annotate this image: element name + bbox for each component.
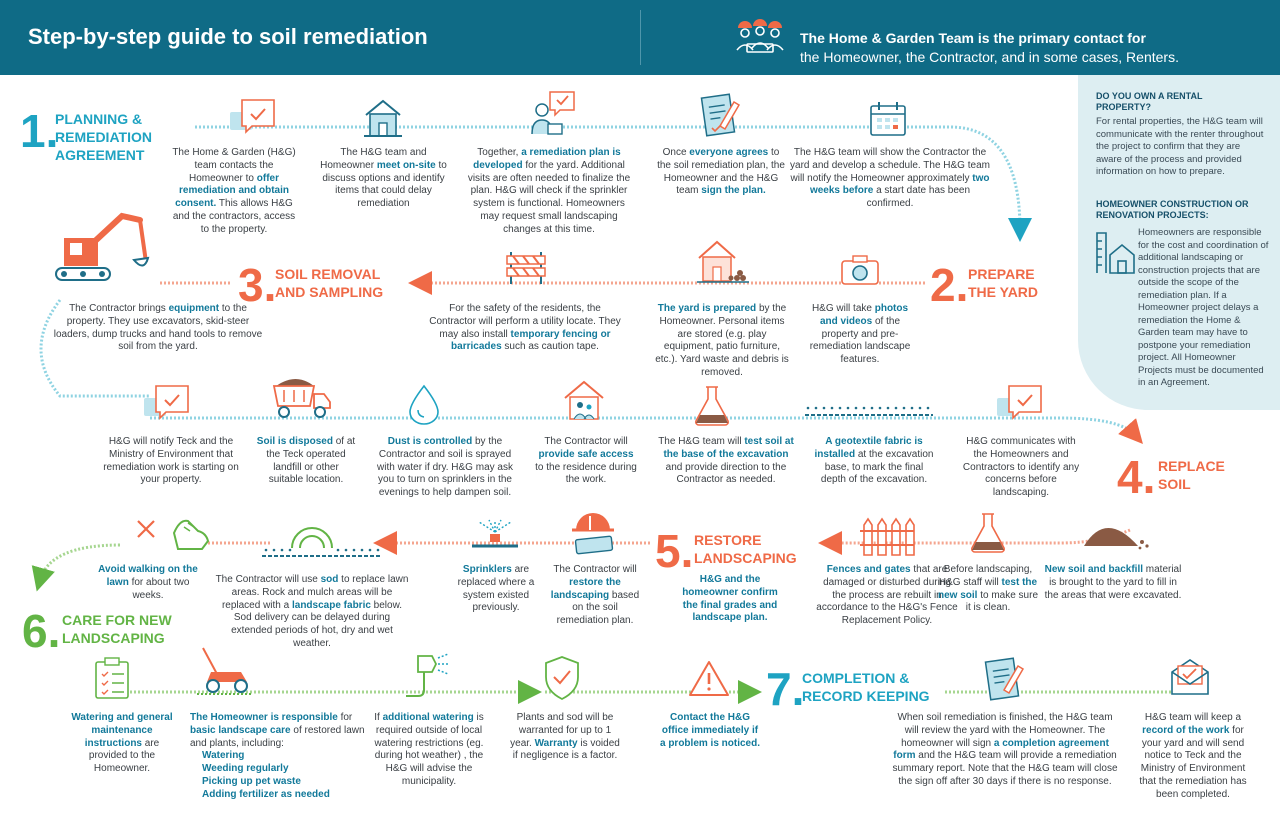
step6-warranty-text: Plants and sod will be warranted for up to 1 year. Warranty is voided if negligence is a factor. <box>510 712 620 762</box>
completion-form-icon <box>984 656 1026 702</box>
geotextile-fabric-icon <box>805 405 933 421</box>
team-line-1: The Home & Garden Team is the primary contact for <box>800 30 1146 46</box>
step-1-title: PLANNING & REMEDIATION AGREEMENT <box>55 111 152 163</box>
new-soil-test-icon <box>968 512 1008 558</box>
step2-photos-text: H&G will take photos and videos of the property and pre-remediation landscape features. <box>809 303 911 366</box>
step3-equipment-text: The Contractor brings equipment to the property. They use excavators, skid-steer loaders, dump trucks and hand tools to remove soil from the yard. <box>53 303 263 353</box>
lawnmower-icon <box>195 646 253 696</box>
step1-plan-text: Together, a remediation plan is developed for the yard. Additional visits are often needed to finalize the plan. H&G will check if the sprinkler system is functional. Homeowners may request small landscaping changes at this time. <box>467 147 631 235</box>
team-line-2: the Homeowner, the Contractor, and in some cases, Renters. <box>800 49 1179 65</box>
step1-schedule-text: The H&G team will show the Contractor the yard and develop a schedule. The H&G team will notify the Homeowner approximately two weeks before a start date has been confirmed. <box>790 147 990 210</box>
camera-icon <box>840 254 880 286</box>
step1-contact-text: The Home & Garden (H&G) team contacts the Homeowner to offer remediation and obtain consent. This allows H&G and the contractors, access to the property. <box>172 147 296 235</box>
warning-icon <box>688 660 730 698</box>
step-4-number: 4. <box>1117 451 1156 503</box>
step-2-number: 2. <box>930 259 969 311</box>
step4-test-soil-text: Before landscaping, H&G staff will test the new soil to make sure it is clean. <box>937 564 1039 614</box>
yard-house-icon <box>695 238 750 286</box>
barricade-icon <box>505 248 547 286</box>
dump-truck-icon <box>270 368 334 420</box>
sprinkler-icon <box>470 518 520 554</box>
no-walking-icon <box>132 515 222 555</box>
step-5-title: RESTORE LANDSCAPING <box>694 532 797 566</box>
safe-access-house-icon <box>562 378 606 422</box>
calendar-icon <box>868 100 908 138</box>
step-7-number: 7. <box>766 663 805 715</box>
sign-document-icon <box>700 92 742 138</box>
step6-additional-watering-text: If additional watering is required outside of local watering restrictions (eg. during hot weather) , the H&G will advise the municipality. <box>374 712 484 787</box>
step4-fences-text: Fences and gates that are damaged or disturbed during the process are rebuilt in accordance to the H&G's Fence Replacement Policy. <box>816 564 958 627</box>
water-drop-icon <box>406 384 442 424</box>
test-flask-icon <box>692 385 732 427</box>
step3-dust-text: Dust is controlled by the Contractor and soil is sprayed with water if dry. H&G may ask you to turn on sprinklers in the evenings to help dampen soil. <box>377 436 513 499</box>
step-2-title: PREPARE THE YARD <box>968 266 1039 300</box>
step7-completion-text: When soil remediation is finished, the H&G team will review the yard with the Homeowner. The homeowner will sign a completion agreement form and the H&G team will provide a remediation summary report. Note that the H&G team will close the sign off after 30 days if there is no response. <box>892 712 1118 787</box>
step-4-title: REPLACE SOIL <box>1158 458 1225 492</box>
concerns-chat-icon <box>995 384 1045 426</box>
step6-contact-text: Contact the H&G office immediately if a problem is noticed. <box>659 712 761 749</box>
sod-roll-icon <box>262 512 382 558</box>
notify-chat-icon <box>142 384 192 426</box>
step3-fabric-text: A geotextile fabric is installed at the excavation base, to mark the final depth of the excavation. <box>814 436 934 486</box>
step6-homeowner-care-text: The Homeowner is responsible for basic landscape care of restored lawn and plants, including: Watering Weeding regularly Picking up pet waste Adding fertilizer as needed <box>190 712 365 800</box>
step6-watering-text: Watering and general maintenance instructions are provided to the Homeowner. <box>71 712 173 775</box>
step5-sod-text: The Contractor will use sod to replace lawn areas. Rock and mulch areas will be replaced with a landscape fabric below. Sod delivery can be delayed during extended periods of hot, dry and wet weather. <box>215 574 409 649</box>
step3-notify-text: H&G will notify Teck and the Ministry of Environment that remediation work is starting on your property. <box>103 436 239 486</box>
excavator-icon <box>50 208 155 286</box>
step6-avoid-text: Avoid walking on the lawn for about two weeks. <box>98 564 198 601</box>
step-3-title: SOIL REMOVAL AND SAMPLING <box>275 266 384 300</box>
step-6-number: 6. <box>22 605 61 657</box>
step3-communicate-text: H&G communicates with the Homeowners and Contractors to identify any concerns before landscaping. <box>962 436 1080 499</box>
care-list-item: Picking up pet waste <box>202 775 301 787</box>
record-envelope-icon <box>1168 656 1212 698</box>
step3-test-text: The H&G team will test soil at the base of the excavation and provide direction to the Contractor as needed. <box>658 436 794 486</box>
step3-safety-text: For the safety of the residents, the Contractor will perform a utility locate. They may also install temporary fencing or barricades such as caution tape. <box>429 303 621 353</box>
step-3-number: 3. <box>238 259 277 311</box>
care-list-item: Weeding regularly <box>202 763 289 775</box>
step7-record-text: H&G team will keep a record of the work for your yard and will send notice to Teck and the Ministry of Environment that the remediation has been completed. <box>1139 712 1247 800</box>
step1-sign-text: Once everyone agrees to the soil remediation plan, the Homeowner and the H&G team sign the plan. <box>657 147 785 197</box>
clipboard-icon <box>90 656 134 700</box>
hardhat-blueprint-icon <box>568 508 618 558</box>
care-list-item: Adding fertilizer as needed <box>202 788 330 800</box>
warranty-shield-icon <box>542 655 582 701</box>
rental-heading: DO YOU OWN A RENTAL PROPERTY? <box>1096 91 1203 112</box>
fence-icon <box>858 515 916 557</box>
step5-sprinkler-text: Sprinklers are replaced where a system existed previously. <box>457 564 535 614</box>
step-7-title: COMPLETION & RECORD KEEPING <box>802 670 930 704</box>
step3-access-text: The Contractor will provide safe access to the residence during the work. <box>535 436 637 486</box>
step4-backfill-text: New soil and backfill material is brought to the yard to fill in the areas that were excavated. <box>1044 564 1182 601</box>
step-5-number: 5. <box>655 525 694 577</box>
step3-disposal-text: Soil is disposed of at the Teck operated landfill or other suitable location. <box>256 436 356 486</box>
planning-person-icon <box>528 90 576 140</box>
step5-restore-text: The Contractor will restore the landscaping based on the soil remediation plan. <box>550 564 640 627</box>
watering-hose-icon <box>404 652 454 698</box>
rental-text: For rental properties, the H&G team will communicate with the renter throughout the project to confirm that they are aware of the process and provided information on how to prepare. <box>1096 116 1264 177</box>
step5-confirm-text: H&G and the homeowner confirm the final grades and landscape plan. <box>682 574 778 624</box>
chat-check-icon <box>228 98 278 140</box>
step1-meet-text: The H&G team and Homeowner meet on-site to discuss options and identify items that could delay remediation <box>320 147 447 210</box>
renovation-text: Homeowners are responsible for the cost and coordination of additional landscaping or construction projects that are outside the scope of the remediation plan. If a Homeowner project delays a remediation the Home & Garden team may have to postpone your remediation project. All Homeowner Projects must be documented in an Agreement. <box>1138 227 1269 388</box>
house-icon <box>362 97 404 139</box>
care-list-item: Watering <box>202 750 245 762</box>
page-title: Step-by-step guide to soil remediation <box>28 24 428 49</box>
step-6-title: CARE FOR NEW LANDSCAPING <box>62 612 172 646</box>
care-list <box>190 750 366 801</box>
renovation-heading: HOMEOWNER CONSTRUCTION OR RENOVATION PROJECTS: <box>1096 199 1249 220</box>
step-1-number: 1. <box>20 105 59 157</box>
step2-prepare-text: The yard is prepared by the Homeowner. Personal items are stored (e.g. play equipment, patio furniture, etc.). Yard waste and debris is removed. <box>655 303 789 378</box>
soil-pile-icon <box>1082 512 1152 552</box>
